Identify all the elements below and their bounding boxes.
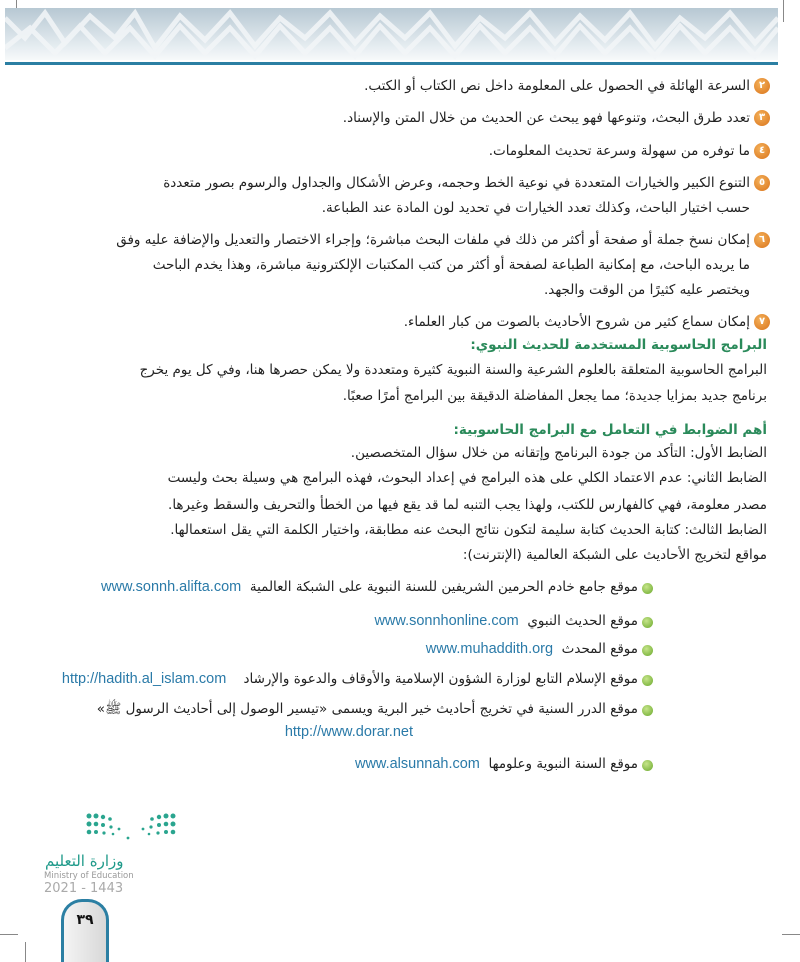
item-text: تعدد طرق البحث، وتنوعها فهو يبحث عن الحديث من خلال المتن والإسناد. [342,110,750,126]
green-bullet-icon [642,617,653,628]
item-number-badge: ٢ [754,78,770,94]
item-number-badge: ٧ [754,314,770,330]
crop-mark [782,934,800,935]
crop-mark [783,0,784,22]
ministry-logo-dots-icon [85,812,180,842]
green-bullet-icon [642,760,653,771]
green-bullet-icon [642,583,653,594]
site-item [426,639,638,659]
site-name: موقع الحديث النبوي [527,613,638,629]
ministry-name-arabic: وزارة التعليم [45,852,124,870]
paragraph-line: برنامج جديد بمزايا جديدة؛ مما يجعل المفاضلة الدقيقة بين البرامج أمرًا صعبًا. [342,388,767,404]
site-name: موقع السنة النبوية وعلومها [488,756,638,772]
site-item [374,611,638,631]
item-number-badge: ٣ [754,110,770,126]
paragraph-line: الضابط الثالث: كتابة الحديث كتابة سليمة لتكون نتائج البحث عنه مطابقة، واختيار الكلمة التي يقل استعمالها. [170,522,767,538]
site-link[interactable]: www.sonnhonline.com [374,613,519,629]
crop-mark [25,942,26,962]
page-number: ٣٩ [76,912,94,928]
paragraph-line: مواقع لتخريج الأحاديث على الشبكة العالمية (الإنترنت): [462,547,767,563]
section-heading: البرامج الحاسوبية المستخدمة للحديث النبوي: [470,337,767,353]
arabesque-pattern [5,8,778,60]
crop-mark [0,934,18,935]
site-item [62,669,638,689]
item-text: ما يريده الباحث، مع إمكانية الطباعة لصفحة أو أكثر من كتب المكتبات الإلكترونية مباشرة، وهذا يخدم الباحث [152,257,750,273]
page-number-tab [61,899,109,962]
green-bullet-icon [642,675,653,686]
site-item [101,577,638,597]
section-heading: أهم الضوابط في التعامل مع البرامج الحاسوبية: [453,422,767,438]
site-link[interactable]: http://hadith.al_islam.com [61,671,227,687]
site-link[interactable]: www.alsunnah.com [354,756,480,772]
site-name: موقع جامع خادم الحرمين الشريفين للسنة النبوية على الشبكة العالمية [249,579,638,595]
item-number-badge: ٦ [754,232,770,248]
item-text: التنوع الكبير والخيارات المتعددة في نوعية الخط وحجمه، وعرض الأشكال والجداول والرسوم بصور متعددة [163,175,750,191]
ministry-name-english: Ministry of Education [44,871,134,881]
green-bullet-icon [642,645,653,656]
item-number-badge: ٥ [754,175,770,191]
site-name: موقع المحدث [561,641,638,657]
site-link[interactable]: www.sonnh.alifta.com [101,579,242,595]
item-text: ما توفره من سهولة وسرعة تحديث المعلومات. [488,143,750,159]
green-bullet-icon [642,705,653,716]
paragraph-line: الضابط الأول: التأكد من جودة البرنامج وإتقانه من خلال سؤال المتخصصين. [350,445,767,461]
paragraph-line: البرامج الحاسوبية المتعلقة بالعلوم الشرعية والسنة النبوية كثيرة ومتعددة ولا يمكن حصرها هنا، وفي كل يوم يخرج [139,362,767,378]
item-text: إمكان نسخ جملة أو صفحة أو أكثر من ذلك في ملفات البحث مباشرة؛ وإجراء الاختصار والتعديل والإضافة عليه وفق [116,232,750,248]
site-item [355,754,638,774]
paragraph-line: الضابط الثاني: عدم الاعتماد الكلي على هذه البرامج في إعداد البحوث، فهذه البرامج هي وسيلة بحث وليست [167,470,767,486]
site-name: موقع الدرر السنية في تخريج أحاديث خير البرية ويسمى «تيسير الوصول إلى أحاديث الرسول ﷺ» [96,701,638,717]
item-text: السرعة الهائلة في الحصول على المعلومة داخل نص الكتاب أو الكتب. [364,78,750,94]
item-text: ويختصر عليه كثيرًا من الوقت والجهد. [543,282,750,298]
site-link[interactable]: http://www.dorar.net [284,724,413,740]
paragraph-line: مصدر معلومة، فهي كالفهارس للكتب، ولهذا يجب التنبه لما قد يقع فيها من الخطأ والتحريف والسقط وغيرها. [168,497,767,513]
decorative-header-band [5,8,778,60]
site-link[interactable]: www.muhaddith.org [425,641,554,657]
edition-year: 2021 - 1443 [44,881,124,896]
item-text: حسب اختيار الباحث، وكذلك تعدد الخيارات في تحديد لون المادة عند الطباعة. [321,200,750,216]
item-number-badge: ٤ [754,143,770,159]
item-text: إمكان سماع كثير من شروح الأحاديث بالصوت من كبار العلماء. [403,314,750,330]
header-rule [5,62,778,65]
site-name: موقع الإسلام التابع لوزارة الشؤون الإسلامية والأوقاف والدعوة والإرشاد [243,671,638,687]
